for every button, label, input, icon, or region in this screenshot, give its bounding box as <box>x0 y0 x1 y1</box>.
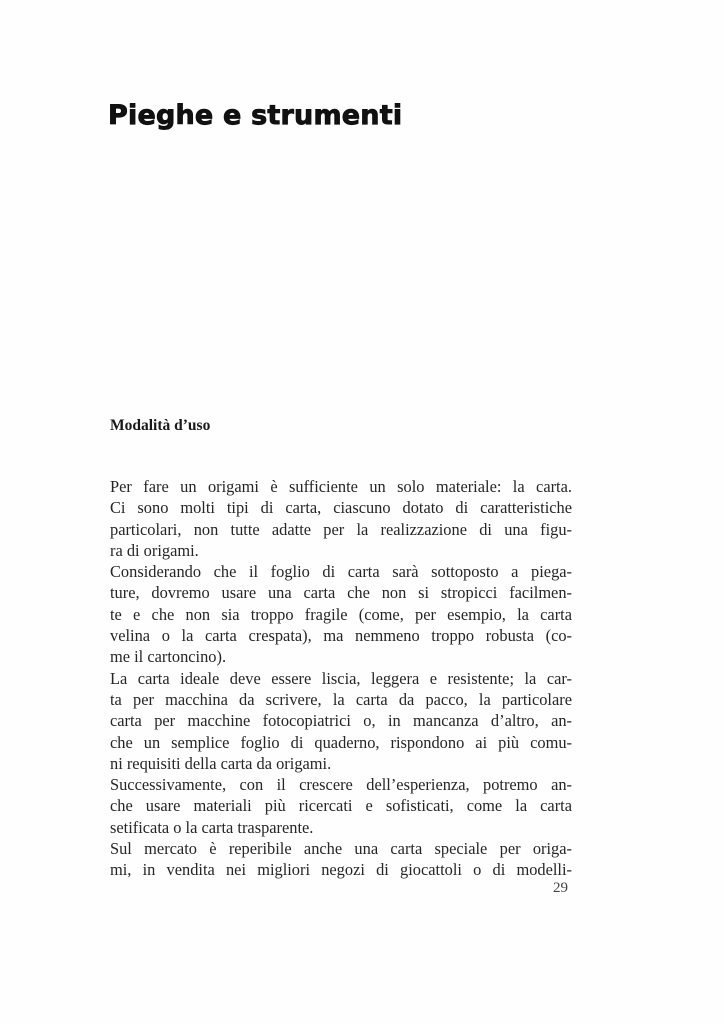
text-line: Per fare un origami è sufficiente un solo materiale: la carta. <box>110 477 572 496</box>
text-line: te e che non sia troppo fragile (come, per esempio, la carta <box>110 604 572 624</box>
text-line: La carta ideale deve essere liscia, leggera e resistente; la car- <box>110 668 572 688</box>
chapter-title: Pieghe e strumenti <box>108 100 403 131</box>
text-line: Considerando che il foglio di carta sarà sottoposto a piega- <box>110 562 572 582</box>
body-paragraph <box>110 476 572 881</box>
text-line: che un semplice foglio di quaderno, rispondono ai più comu- <box>110 732 572 752</box>
section-heading: Modalità d’uso <box>110 417 211 434</box>
text-line: Sul mercato è reperibile anche una carta speciale per origa- <box>110 839 572 859</box>
text-line: che usare materiali più ricercati e sofisticati, come la carta <box>110 796 572 816</box>
text-line: velina o la carta crespata), ma nemmeno troppo robusta (co- <box>110 626 572 646</box>
text-line: Ci sono molti tipi di carta, ciascuno dotato di caratteristiche <box>110 498 572 518</box>
text-line: mi, in vendita nei migliori negozi di giocattoli o di modelli- <box>110 860 572 880</box>
text-line: ni requisiti della carta da origami. <box>110 753 332 773</box>
text-line: ta per macchina da scrivere, la carta da pacco, la particolare <box>110 689 572 709</box>
text-line: setificata o la carta trasparente. <box>110 817 314 837</box>
text-line: me il cartoncino). <box>110 647 227 667</box>
text-line: ra di origami. <box>110 540 199 560</box>
text-line: ture, dovremo usare una carta che non si stropicci facilmen- <box>110 583 572 603</box>
text-line: Successivamente, con il crescere dell’esperienza, potremo an- <box>110 775 572 795</box>
text-line: particolari, non tutte adatte per la realizzazione di una figu- <box>110 519 572 539</box>
page-number: 29 <box>553 880 568 896</box>
text-line: carta per macchine fotocopiatrici o, in mancanza d’altro, an- <box>110 711 572 731</box>
